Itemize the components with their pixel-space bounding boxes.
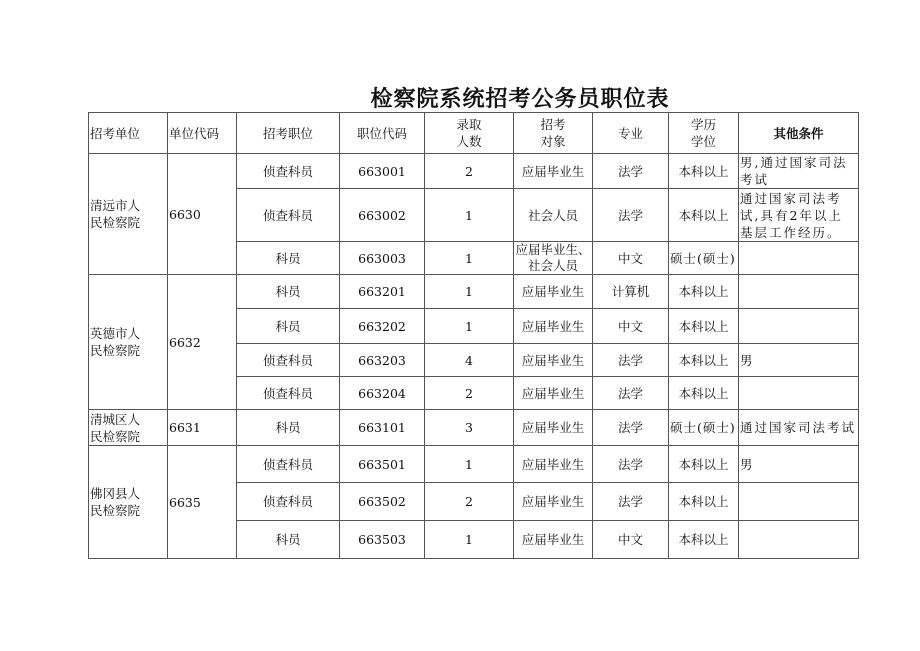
unit-code-cell: 6632 [168,275,237,410]
edu-cell: 硕士(硕士) [669,410,739,446]
other-cell: 通过国家司法考试 [739,410,859,446]
major-cell: 中文 [593,309,669,344]
target-cell: 应届毕业生 [514,521,593,559]
pos-code-cell: 663201 [340,275,425,309]
edu-cell: 本科以上 [669,275,739,309]
edu-cell: 本科以上 [669,344,739,377]
table-row [89,410,859,446]
table-row [89,446,859,483]
target-cell: 应届毕业生 [514,377,593,410]
pos-code-cell: 663203 [340,344,425,377]
target-cell: 应届毕业生 [514,154,593,189]
header-education: 学历 学位 [669,113,739,154]
count-cell: 2 [425,154,514,189]
header-row [89,113,859,154]
unit-name-cell: 清城区人民检察院 [89,410,168,446]
target-cell: 应届毕业生 [514,410,593,446]
position-cell: 侦查科员 [237,344,340,377]
other-cell [739,242,859,275]
edu-cell: 本科以上 [669,309,739,344]
pos-code-cell: 663202 [340,309,425,344]
header-position-code: 职位代码 [340,113,425,154]
major-cell: 中文 [593,242,669,275]
pos-code-cell: 663001 [340,154,425,189]
count-cell: 1 [425,521,514,559]
other-cell [739,275,859,309]
unit-name-cell: 佛冈县人民检察院 [89,446,168,559]
unit-name-cell: 清远市人民检察院 [89,154,168,275]
pos-code-cell: 663002 [340,189,425,242]
major-cell: 法学 [593,410,669,446]
unit-code-cell: 6630 [168,154,237,275]
position-cell: 侦查科员 [237,483,340,521]
count-cell: 2 [425,377,514,410]
edu-cell: 本科以上 [669,446,739,483]
count-cell: 1 [425,309,514,344]
edu-cell: 本科以上 [669,521,739,559]
table-row [89,275,859,309]
target-cell: 应届毕业生、社会人员 [515,242,591,273]
position-cell: 侦查科员 [237,377,340,410]
other-cell: 男,通过国家司法考试 [739,154,859,189]
target-cell: 应届毕业生 [514,446,593,483]
count-cell: 1 [425,446,514,483]
header-position: 招考职位 [237,113,340,154]
edu-cell: 硕士(硕士) [669,242,739,275]
edu-cell: 本科以上 [669,154,739,189]
header-major: 专业 [593,113,669,154]
position-cell: 科员 [237,275,340,309]
target-cell: 应届毕业生 [514,344,593,377]
pos-code-cell: 663204 [340,377,425,410]
other-cell [739,521,859,559]
major-cell: 法学 [593,154,669,189]
count-cell: 3 [425,410,514,446]
other-cell [739,377,859,410]
edu-cell: 本科以上 [669,483,739,521]
target-cell: 应届毕业生 [514,309,593,344]
target-cell: 社会人员 [514,189,593,242]
major-cell: 法学 [593,483,669,521]
target-cell: 应届毕业生 [514,275,593,309]
edu-cell: 本科以上 [669,377,739,410]
position-cell: 侦查科员 [237,154,340,189]
pos-code-cell: 663101 [340,410,425,446]
count-cell: 4 [425,344,514,377]
other-cell [739,309,859,344]
header-unit-code: 单位代码 [168,113,237,154]
count-cell: 2 [425,483,514,521]
positions-table [88,112,859,559]
major-cell: 法学 [593,446,669,483]
edu-cell: 本科以上 [669,189,739,242]
header-count: 录取 人数 [425,113,514,154]
position-cell: 科员 [237,309,340,344]
pos-code-cell: 663503 [340,521,425,559]
position-cell: 科员 [237,521,340,559]
unit-code-cell: 6631 [168,410,237,446]
position-cell: 科员 [237,410,340,446]
major-cell: 中文 [593,521,669,559]
header-unit: 招考单位 [89,113,168,154]
unit-name-cell: 英德市人民检察院 [89,275,168,410]
pos-code-cell: 663003 [340,242,425,275]
header-other-conditions: 其他条件 [739,113,859,154]
position-cell: 侦查科员 [237,446,340,483]
other-cell: 通过国家司法考试,具有2年以上基层工作经历。 [739,189,859,242]
position-cell: 侦查科员 [237,189,340,242]
pos-code-cell: 663502 [340,483,425,521]
major-cell: 法学 [593,344,669,377]
header-target: 招考 对象 [514,113,593,154]
unit-code-cell: 6635 [168,446,237,559]
pos-code-cell: 663501 [340,446,425,483]
target-cell: 应届毕业生 [514,483,593,521]
count-cell: 1 [425,275,514,309]
other-cell [739,483,859,521]
other-cell: 男 [739,344,859,377]
count-cell: 1 [425,242,514,275]
major-cell: 法学 [593,377,669,410]
major-cell: 计算机 [593,275,669,309]
page-title: 检察院系统招考公务员职位表 [370,86,670,112]
major-cell: 法学 [593,189,669,242]
table-row [89,154,859,189]
count-cell: 1 [425,189,514,242]
position-cell: 科员 [237,242,340,275]
other-cell: 男 [739,446,859,483]
